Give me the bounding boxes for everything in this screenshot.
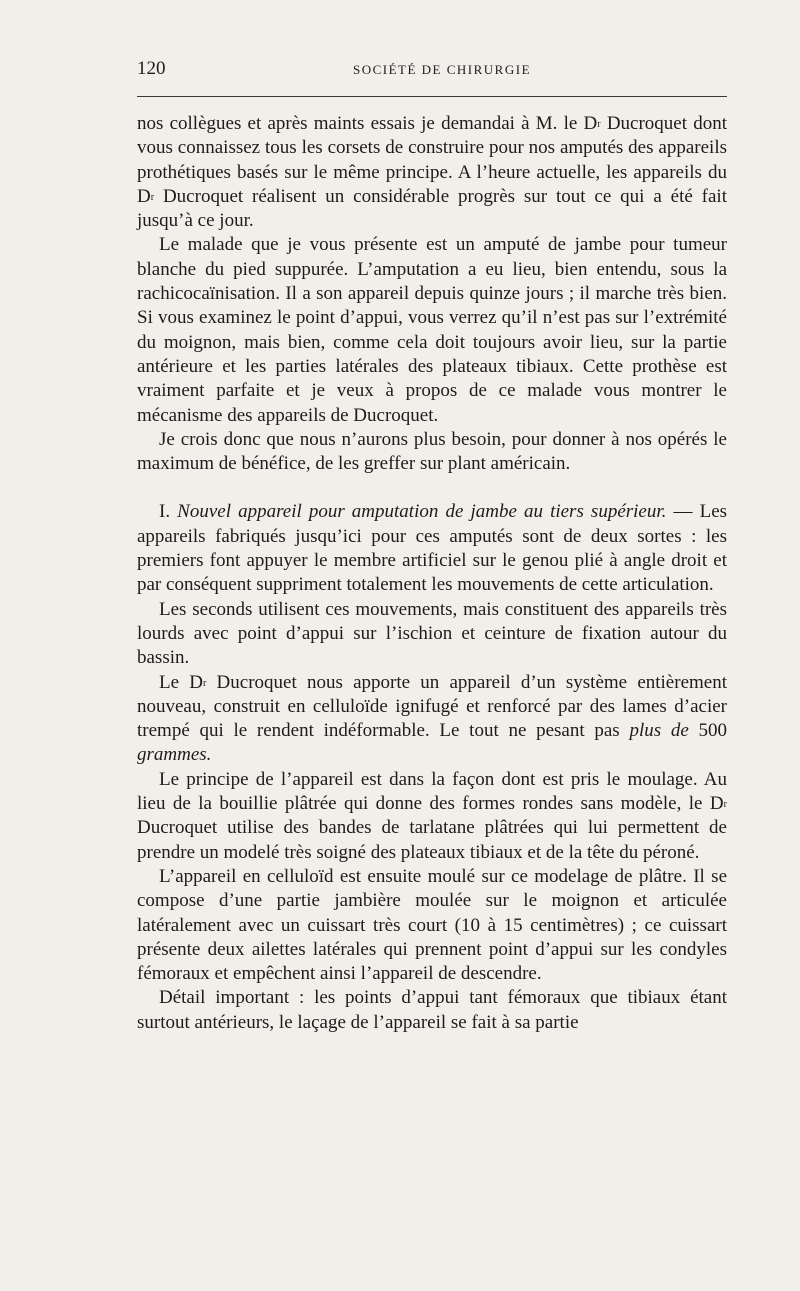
section-1-paragraph: I. Nouvel appareil pour amputation de jambe au tiers supérieur. — Les appareils fabriqués jusqu’ici pour ces amputés sont de deux sortes : les premiers font appuyer le membre artificiel sur le genou plié à angle droit et par conséquent suppriment totalement les mouvements de cette articulation. <box>137 501 728 596</box>
paragraph-7: Le principe de l’appareil est dans la façon dont est pris le moulage. Au lieu de la bouillie plâtrée qui donne des formes rondes sans modèle, le $D^r$ Ducroquet utilise des bandes de tarlatane plâtrées qui lui permettent de prendre un modelé très soigné des plateaux tibiaux et de la tête du péroné. <box>137 768 727 863</box>
paragraph-5: Les seconds utilisent ces mouvements, mais constituent des appareils très lourds avec point d’appui sur l’ischion et ceinture de fixation autour du bassin. <box>137 598 727 669</box>
section-title: Nouvel appareil pour amputation de jambe au tiers supérieur. <box>177 501 667 523</box>
paragraph-8: L’appareil en celluloïd est ensuite moulé sur ce modelage de plâtre. Il se compose d’une partie jambière moulée sur le moignon et articulée latéralement avec un cuissart très court (10 à 15 centimètres) ; ce cuissart présente deux ailettes latérales qui prennent point d’appui sur les condyles fémoraux et empêchent ainsi l’appareil de descendre. <box>137 865 727 985</box>
paragraph-3: Je crois donc que nous n’aurons plus besoin, pour donner à nos opérés le maximum de bénéfice, de les greffer sur plant américain. <box>137 428 727 475</box>
paragraph-9: Détail important : les points d’appui tant fémoraux que tibiaux étant surtout antérieurs, le laçage de l’appareil se fait à sa partie <box>137 987 727 1033</box>
body-text <box>137 112 727 1035</box>
paragraph-1: nos collègues et après maints essais je demandai à M. le $D^r$ Ducroquet dont vous connaissez tous les corsets de construire pour nos amputés des appareils prothétiques basés sur le même principe. A l’heure actuelle, les appareils du $D^r$ Ducroquet réalisent un considérable progrès sur tout ce qui a été fait jusqu’à ce jour. <box>137 113 727 232</box>
paragraph-2: Le malade que je vous présente est un amputé de jambe pour tumeur blanche du pied suppurée. L’amputation a eu lieu, bien entendu, sous la rachicocaïnisation. Il a son appareil depuis quinze jours ; il marche très bien. Si vous examinez le point d’appui, vous verrez qu’il n’est pas sur l’extrémité du moignon, mais bien, comme cela doit toujours avoir lieu, sur la partie antérieure et les parties latérales des plateaux tibiaux. Cette prothèse est vraiment parfaite et je veux à propos de ce malade vous montrer le mécanisme des appareils de Ducroquet. <box>137 234 727 426</box>
page-number: 120 <box>137 58 166 79</box>
header-rule <box>137 96 727 97</box>
running-title: SOCIÉTÉ DE CHIRURGIE <box>352 62 532 77</box>
paragraph-6: Le $D^r$ Ducroquet nous apporte un appareil d’un système entièrement nouveau, construit en celluloïde ignifugé et renforcé par des lames d’acier trempé qui le rendent indéformable. Le tout ne pesant pas plus de 500 grammes. <box>137 671 728 766</box>
section-number: I. <box>159 501 171 523</box>
page-header <box>137 58 727 84</box>
